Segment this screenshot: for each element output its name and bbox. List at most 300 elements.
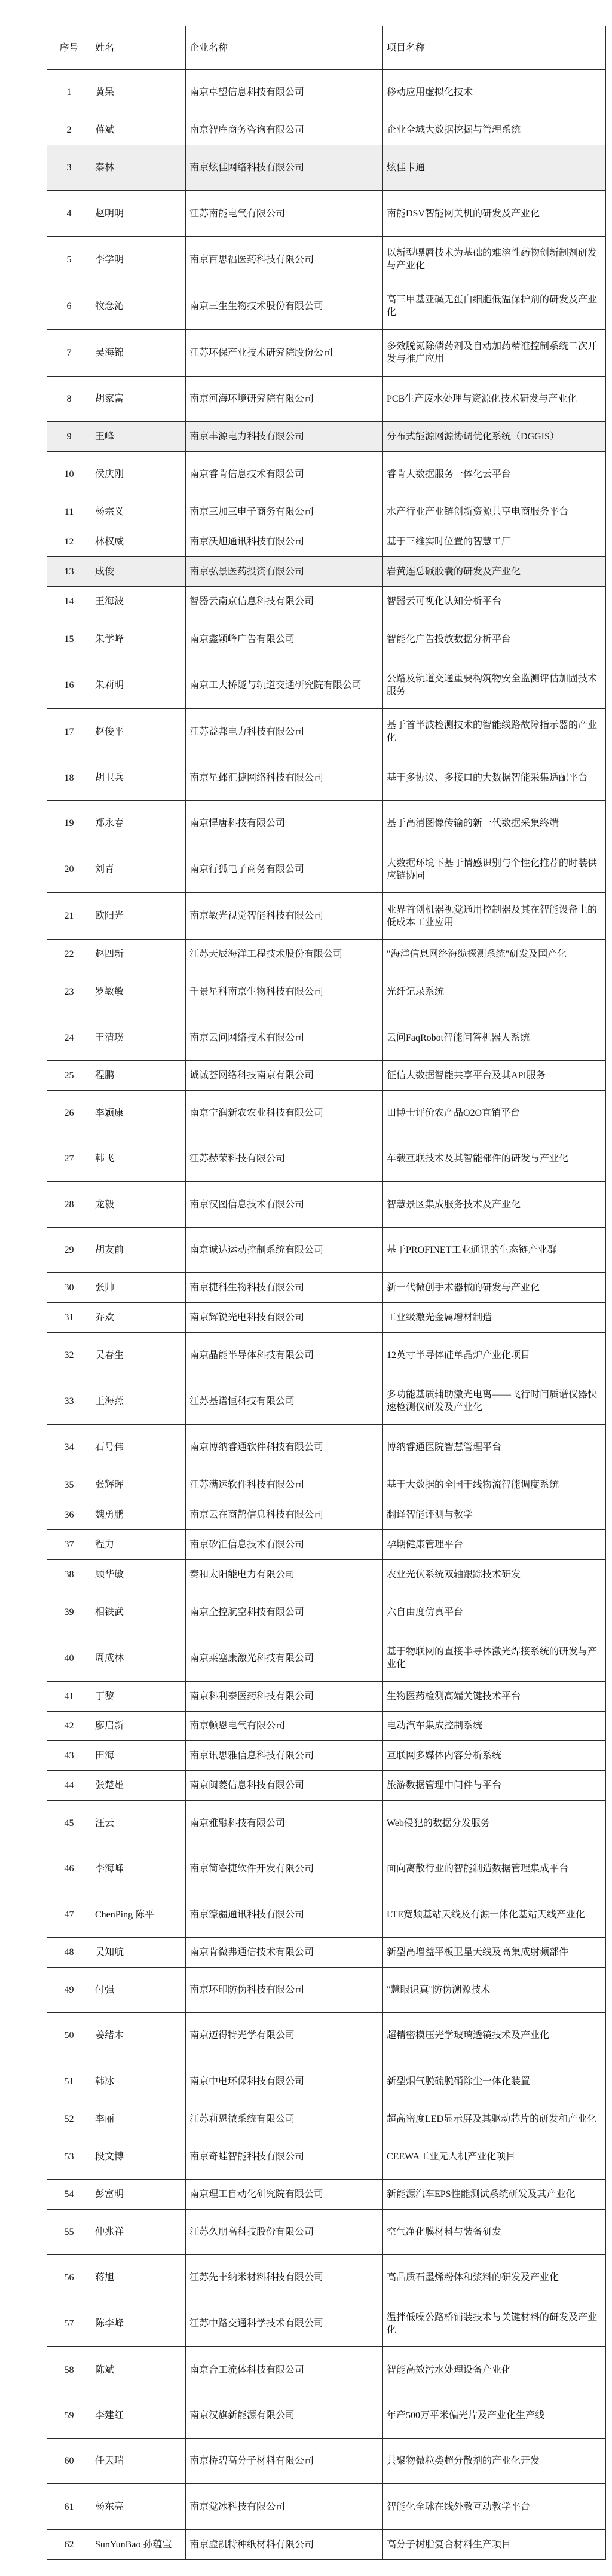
row-company-cell: 南京捷科生物科技有限公司 xyxy=(186,1273,383,1303)
row-number-cell: 24 xyxy=(47,1015,91,1060)
row-name-cell: 韩飞 xyxy=(91,1136,186,1182)
row-number-cell: 47 xyxy=(47,1892,91,1937)
table-row xyxy=(47,1800,606,1846)
row-number-cell: 59 xyxy=(47,2393,91,2438)
row-name-cell: SunYunBao 孙蕴宝 xyxy=(91,2529,186,2559)
row-company-cell: 南京濠疆通讯科技有限公司 xyxy=(186,1892,383,1937)
row-name-cell: 姜绪木 xyxy=(91,2013,186,2058)
row-project-cell: 基于物联网的直接半导体激光焊接系统的研发与产业化 xyxy=(383,1635,606,1681)
table-row xyxy=(47,1424,606,1470)
row-project-cell: 南能DSV智能网关机的研发及产业化 xyxy=(383,191,606,236)
row-project-cell: 超精密模压光学玻璃透镜技术及产业化 xyxy=(383,2013,606,2058)
table-row xyxy=(47,969,606,1015)
row-name-cell: 张楚雄 xyxy=(91,1771,186,1801)
row-company-cell: 南京矽汇信息技术有限公司 xyxy=(186,1529,383,1559)
row-project-cell: 业界首创机器视觉通用控制器及其在智能设备上的低成本工业应用 xyxy=(383,893,606,940)
table-row xyxy=(47,1378,606,1424)
row-name-cell: 黄呆 xyxy=(91,70,186,115)
row-name-cell: 胡卫兵 xyxy=(91,755,186,800)
row-name-cell: 朱莉明 xyxy=(91,662,186,708)
row-project-cell: 农业光伏系统双轴跟踪技术研发 xyxy=(383,1559,606,1589)
table-row xyxy=(47,1635,606,1681)
row-number-cell: 49 xyxy=(47,1967,91,2012)
row-company-cell: 南京晶能半导体科技有限公司 xyxy=(186,1332,383,1378)
row-name-cell: 韩冰 xyxy=(91,2058,186,2104)
row-name-cell: 侯庆刚 xyxy=(91,451,186,497)
row-project-cell: 温拌低噪公路桥铺装技术与关键材料的研发及产业化 xyxy=(383,2300,606,2347)
table-row xyxy=(47,2013,606,2058)
row-project-cell: 工业级激光金属增材制造 xyxy=(383,1302,606,1332)
row-name-cell: 李建红 xyxy=(91,2393,186,2438)
row-name-cell: 乔欢 xyxy=(91,1302,186,1332)
row-name-cell: 张辉晖 xyxy=(91,1470,186,1500)
row-company-cell: 南京智库商务咨询有限公司 xyxy=(186,115,383,145)
row-number-cell: 33 xyxy=(47,1378,91,1424)
row-number-cell: 41 xyxy=(47,1681,91,1711)
row-company-cell: 南京中电环保科技有限公司 xyxy=(186,2058,383,2104)
row-name-cell: 陈斌 xyxy=(91,2347,186,2393)
row-project-cell: 智慧景区集成服务技术及产业化 xyxy=(383,1182,606,1227)
row-company-cell: 南京沃旭通讯科技有限公司 xyxy=(186,527,383,557)
table-row xyxy=(47,451,606,497)
table-row xyxy=(47,1589,606,1635)
row-number-cell: 4 xyxy=(47,191,91,236)
row-name-cell: 丁黎 xyxy=(91,1681,186,1711)
row-company-cell: 南京工大桥隧与轨道交通研究院有限公司 xyxy=(186,662,383,708)
table-row xyxy=(47,1741,606,1771)
row-number-cell: 32 xyxy=(47,1332,91,1378)
row-number-cell: 61 xyxy=(47,2484,91,2529)
row-company-cell: 南京汉图信息技术有限公司 xyxy=(186,1182,383,1227)
row-number-cell: 52 xyxy=(47,2104,91,2134)
row-number-cell: 18 xyxy=(47,755,91,800)
table-row xyxy=(47,1846,606,1892)
row-project-cell: 电动汽车集成控制系统 xyxy=(383,1711,606,1741)
row-project-cell: 光纤记录系统 xyxy=(383,969,606,1015)
table-row xyxy=(47,2484,606,2529)
row-name-cell: 王海波 xyxy=(91,586,186,616)
table-row xyxy=(47,1090,606,1136)
table-row xyxy=(47,1681,606,1711)
row-name-cell: 相铁武 xyxy=(91,1589,186,1635)
row-project-cell: 生物医药检测高端关键技术平台 xyxy=(383,1681,606,1711)
row-number-cell: 56 xyxy=(47,2255,91,2300)
row-project-cell: 超高密度LED显示屏及其驱动芯片的研发和产业化 xyxy=(383,2104,606,2134)
row-company-cell: 江苏中路交通科学技术有限公司 xyxy=(186,2300,383,2347)
row-number-cell: 12 xyxy=(47,527,91,557)
table-row xyxy=(47,236,606,283)
row-number-cell: 23 xyxy=(47,969,91,1015)
table-row xyxy=(47,2134,606,2179)
row-company-cell: 南京桥碧高分子材料有限公司 xyxy=(186,2439,383,2484)
row-project-cell: 分布式能源网源协调优化系统（DGGIS） xyxy=(383,422,606,452)
row-company-cell: 南京宁润新农农业科技有限公司 xyxy=(186,1090,383,1136)
table-row xyxy=(47,1227,606,1272)
row-number-cell: 62 xyxy=(47,2529,91,2559)
table-row xyxy=(47,1559,606,1589)
row-name-cell: 秦林 xyxy=(91,145,186,191)
row-project-cell: CEEWA工业无人机产业化项目 xyxy=(383,2134,606,2179)
row-project-cell: 智器云可视化认知分析平台 xyxy=(383,586,606,616)
table-row xyxy=(47,1500,606,1530)
row-company-cell: 南京虚凯特种纸材料有限公司 xyxy=(186,2529,383,2559)
row-project-cell: 新型高增益平板卫星天线及高集成射频部件 xyxy=(383,1937,606,1967)
row-project-cell: 旅游数据管理中间件与平台 xyxy=(383,1771,606,1801)
row-company-cell: 南京理工自动化研究院有限公司 xyxy=(186,2179,383,2209)
table-row xyxy=(47,2104,606,2134)
table-row xyxy=(47,1273,606,1303)
table-row xyxy=(47,755,606,800)
row-company-cell: 南京觉冰科技有限公司 xyxy=(186,2484,383,2529)
row-name-cell: 王峰 xyxy=(91,422,186,452)
header-company: 企业名称 xyxy=(186,26,383,70)
row-name-cell: 田海 xyxy=(91,1741,186,1771)
row-name-cell: 段文博 xyxy=(91,2134,186,2179)
row-company-cell: 奏和太阳能电力有限公司 xyxy=(186,1559,383,1589)
row-name-cell: 程鹏 xyxy=(91,1060,186,1090)
table-row xyxy=(47,616,606,662)
row-number-cell: 60 xyxy=(47,2439,91,2484)
table-row xyxy=(47,1711,606,1741)
table-row xyxy=(47,940,606,969)
row-number-cell: 11 xyxy=(47,497,91,527)
row-number-cell: 37 xyxy=(47,1529,91,1559)
row-number-cell: 28 xyxy=(47,1182,91,1227)
row-project-cell: 征信大数据智能共享平台及其API服务 xyxy=(383,1060,606,1090)
row-company-cell: 江苏南能电气有限公司 xyxy=(186,191,383,236)
table-row xyxy=(47,1892,606,1937)
row-project-cell: 炫佳卡通 xyxy=(383,145,606,191)
row-number-cell: 8 xyxy=(47,376,91,421)
row-number-cell: 44 xyxy=(47,1771,91,1801)
header-number: 序号 xyxy=(47,26,91,70)
row-name-cell: 汪云 xyxy=(91,1800,186,1846)
row-project-cell: 多功能基质辅助激光电离——飞行时间质谱仪器快速检测仪研发及产业化 xyxy=(383,1378,606,1424)
table-row xyxy=(47,662,606,708)
row-number-cell: 39 xyxy=(47,1589,91,1635)
row-project-cell: 年产500万平米偏光片及产业化生产线 xyxy=(383,2393,606,2438)
row-company-cell: 南京汉旗新能源有限公司 xyxy=(186,2393,383,2438)
row-number-cell: 13 xyxy=(47,556,91,586)
row-name-cell: ChenPing 陈平 xyxy=(91,1892,186,1937)
row-name-cell: 郑永春 xyxy=(91,801,186,846)
row-project-cell: 基于PROFINET工业通讯的生态链产业群 xyxy=(383,1227,606,1272)
row-company-cell: 南京三生生物技术股份有限公司 xyxy=(186,283,383,329)
row-number-cell: 15 xyxy=(47,616,91,662)
table-row xyxy=(47,1060,606,1090)
table-body xyxy=(47,26,606,2560)
row-company-cell: 千景星科南京生物科技有限公司 xyxy=(186,969,383,1015)
row-number-cell: 45 xyxy=(47,1800,91,1846)
row-number-cell: 35 xyxy=(47,1470,91,1500)
row-number-cell: 38 xyxy=(47,1559,91,1589)
row-number-cell: 21 xyxy=(47,893,91,940)
row-name-cell: 赵明明 xyxy=(91,191,186,236)
row-number-cell: 55 xyxy=(47,2209,91,2254)
row-company-cell: 南京简睿捷软件开发有限公司 xyxy=(186,1846,383,1892)
row-project-cell: 以新型嘌唇技术为基础的难溶性药物创新制剂研发与产业化 xyxy=(383,236,606,283)
row-company-cell: 南京顿恩电气有限公司 xyxy=(186,1711,383,1741)
row-name-cell: 欧阳光 xyxy=(91,893,186,940)
row-number-cell: 40 xyxy=(47,1635,91,1681)
row-number-cell: 9 xyxy=(47,422,91,452)
row-company-cell: 南京丰源电力科技有限公司 xyxy=(186,422,383,452)
row-name-cell: 任天瑞 xyxy=(91,2439,186,2484)
row-project-cell: 12英寸半导体硅单晶炉产业化项目 xyxy=(383,1332,606,1378)
row-name-cell: 吴海锦 xyxy=(91,329,186,376)
row-project-cell: 岩黄连总碱胶囊的研发及产业化 xyxy=(383,556,606,586)
row-number-cell: 26 xyxy=(47,1090,91,1136)
row-project-cell: 孕期健康管理平台 xyxy=(383,1529,606,1559)
table-row xyxy=(47,1332,606,1378)
row-company-cell: 南京闽菱信息科技有限公司 xyxy=(186,1771,383,1801)
row-number-cell: 19 xyxy=(47,801,91,846)
row-number-cell: 5 xyxy=(47,236,91,283)
row-project-cell: 空气净化膜材料与装备研发 xyxy=(383,2209,606,2254)
row-name-cell: 程力 xyxy=(91,1529,186,1559)
row-company-cell: 南京百思福医药科技有限公司 xyxy=(186,236,383,283)
row-name-cell: 蒋斌 xyxy=(91,115,186,145)
row-number-cell: 58 xyxy=(47,2347,91,2393)
row-name-cell: 罗敏敏 xyxy=(91,969,186,1015)
row-company-cell: 南京合工流体科技有限公司 xyxy=(186,2347,383,2393)
row-company-cell: 江苏先丰纳米材料科技有限公司 xyxy=(186,2255,383,2300)
row-number-cell: 42 xyxy=(47,1711,91,1741)
row-company-cell: 江苏赫荣科技有限公司 xyxy=(186,1136,383,1182)
row-company-cell: 南京炫佳网络科技有限公司 xyxy=(186,145,383,191)
table-row xyxy=(47,2529,606,2559)
row-project-cell: 基于高清图像传输的新一代数据采集终端 xyxy=(383,801,606,846)
row-name-cell: 仲兆祥 xyxy=(91,2209,186,2254)
table-row xyxy=(47,527,606,557)
table-row xyxy=(47,2439,606,2484)
row-project-cell: 共聚物微粒类超分散剂的产业化开发 xyxy=(383,2439,606,2484)
row-name-cell: 胡友前 xyxy=(91,1227,186,1272)
row-project-cell: 企业全域大数据挖掘与管理系统 xyxy=(383,115,606,145)
row-project-cell: "海洋信息网络海缆探测系统"研发及国产化 xyxy=(383,940,606,969)
row-name-cell: 石号伟 xyxy=(91,1424,186,1470)
row-name-cell: 顾华敏 xyxy=(91,1559,186,1589)
row-project-cell: 车载互联技术及其智能部件的研发与产业化 xyxy=(383,1136,606,1182)
row-company-cell: 南京云在商鹊信息科技有限公司 xyxy=(186,1500,383,1530)
row-number-cell: 46 xyxy=(47,1846,91,1892)
row-name-cell: 龙毅 xyxy=(91,1182,186,1227)
row-number-cell: 31 xyxy=(47,1302,91,1332)
row-project-cell: 博纳睿通医院智慧管理平台 xyxy=(383,1424,606,1470)
row-name-cell: 彭富明 xyxy=(91,2179,186,2209)
row-number-cell: 34 xyxy=(47,1424,91,1470)
row-number-cell: 3 xyxy=(47,145,91,191)
row-project-cell: 水产行业产业链创新资源共享电商服务平台 xyxy=(383,497,606,527)
row-company-cell: 南京星邺汇捷网络科技有限公司 xyxy=(186,755,383,800)
table-row xyxy=(47,2255,606,2300)
row-company-cell: 南京奇蛙智能科技有限公司 xyxy=(186,2134,383,2179)
row-name-cell: 周成林 xyxy=(91,1635,186,1681)
row-company-cell: 南京诚达运动控制系统有限公司 xyxy=(186,1227,383,1272)
row-name-cell: 林权威 xyxy=(91,527,186,557)
table-row xyxy=(47,1529,606,1559)
table-row xyxy=(47,1015,606,1060)
table-header-row xyxy=(47,26,606,70)
row-name-cell: 胡家富 xyxy=(91,376,186,421)
row-number-cell: 7 xyxy=(47,329,91,376)
row-project-cell: LTE宽频基站天线及有源一体化基站天线产业化 xyxy=(383,1892,606,1937)
table-row xyxy=(47,376,606,421)
row-project-cell: 六自由度仿真平台 xyxy=(383,1589,606,1635)
row-name-cell: 杨东亮 xyxy=(91,2484,186,2529)
row-project-cell: 基于首半波检测技术的智能线路故障指示器的产业化 xyxy=(383,708,606,755)
projects-table xyxy=(47,26,606,2560)
row-company-cell: 南京讯思雅信息科技有限公司 xyxy=(186,1741,383,1771)
table-row xyxy=(47,1136,606,1182)
row-number-cell: 16 xyxy=(47,662,91,708)
row-company-cell: 南京悍唐科技有限公司 xyxy=(186,801,383,846)
row-name-cell: 赵四新 xyxy=(91,940,186,969)
row-company-cell: 江苏基谱恒科技有限公司 xyxy=(186,1378,383,1424)
table-row xyxy=(47,556,606,586)
row-project-cell: 田博士评价农产品O2O直销平台 xyxy=(383,1090,606,1136)
row-number-cell: 29 xyxy=(47,1227,91,1272)
row-name-cell: 廖启新 xyxy=(91,1711,186,1741)
row-company-cell: 南京行狐电子商务有限公司 xyxy=(186,846,383,893)
table-row xyxy=(47,708,606,755)
row-number-cell: 36 xyxy=(47,1500,91,1530)
row-name-cell: 吴知航 xyxy=(91,1937,186,1967)
header-project: 项目名称 xyxy=(383,26,606,70)
row-name-cell: 陈李峰 xyxy=(91,2300,186,2347)
row-project-cell: 新能源汽车EPS性能测试系统研发及其产业化 xyxy=(383,2179,606,2209)
table-row xyxy=(47,1470,606,1500)
table-row xyxy=(47,1302,606,1332)
table-row xyxy=(47,283,606,329)
table-row xyxy=(47,1771,606,1801)
row-name-cell: 王海燕 xyxy=(91,1378,186,1424)
row-company-cell: 南京博纳睿通软件科技有限公司 xyxy=(186,1424,383,1470)
table-row xyxy=(47,2300,606,2347)
table-row xyxy=(47,893,606,940)
table-row xyxy=(47,2179,606,2209)
table-row xyxy=(47,1967,606,2012)
row-project-cell: 大数据环境下基于情感识别与个性化推荐的时装供应链协同 xyxy=(383,846,606,893)
row-number-cell: 54 xyxy=(47,2179,91,2209)
row-project-cell: 面向离散行业的智能制造数据管理集成平台 xyxy=(383,1846,606,1892)
row-number-cell: 48 xyxy=(47,1937,91,1967)
row-number-cell: 6 xyxy=(47,283,91,329)
row-project-cell: PCB生产废水处理与资源化技术研发与产业化 xyxy=(383,376,606,421)
row-company-cell: 南京云问网络技术有限公司 xyxy=(186,1015,383,1060)
table-row xyxy=(47,801,606,846)
row-project-cell: 公路及轨道交通重要构筑物安全监测评估加固技术服务 xyxy=(383,662,606,708)
row-project-cell: 智能化广告投放数据分析平台 xyxy=(383,616,606,662)
row-name-cell: 赵俊平 xyxy=(91,708,186,755)
row-name-cell: 李海峰 xyxy=(91,1846,186,1892)
row-name-cell: 刘青 xyxy=(91,846,186,893)
row-number-cell: 43 xyxy=(47,1741,91,1771)
table-row xyxy=(47,2058,606,2104)
header-name: 姓名 xyxy=(91,26,186,70)
row-company-cell: 南京三加三电子商务有限公司 xyxy=(186,497,383,527)
row-project-cell: 高三甲基亚碱无蛋白细胞低温保护剂的研发及产业化 xyxy=(383,283,606,329)
row-company-cell: 南京辉锐光电科技有限公司 xyxy=(186,1302,383,1332)
row-number-cell: 17 xyxy=(47,708,91,755)
row-number-cell: 25 xyxy=(47,1060,91,1090)
table-row xyxy=(47,2347,606,2393)
row-company-cell: 南京鑫颖峰广告有限公司 xyxy=(186,616,383,662)
row-project-cell: 基于多协议、多接口的大数据智能采集适配平台 xyxy=(383,755,606,800)
row-name-cell: 朱学峰 xyxy=(91,616,186,662)
row-name-cell: 蒋旭 xyxy=(91,2255,186,2300)
row-company-cell: 江苏莉恩微系统有限公司 xyxy=(186,2104,383,2134)
table-row xyxy=(47,70,606,115)
row-name-cell: 李学明 xyxy=(91,236,186,283)
row-number-cell: 10 xyxy=(47,451,91,497)
row-name-cell: 杨宗义 xyxy=(91,497,186,527)
table-row xyxy=(47,2393,606,2438)
row-company-cell: 江苏久朋高科技股份有限公司 xyxy=(186,2209,383,2254)
row-company-cell: 南京雅融科技有限公司 xyxy=(186,1800,383,1846)
row-name-cell: 牧念沁 xyxy=(91,283,186,329)
row-project-cell: 互联网多媒体内容分析系统 xyxy=(383,1741,606,1771)
row-company-cell: 南京全控航空科技有限公司 xyxy=(186,1589,383,1635)
row-project-cell: 多效脱氮除磷药剂及自动加药精准控制系统二次开发与推广应用 xyxy=(383,329,606,376)
row-project-cell: 智能高效污水处理设备产业化 xyxy=(383,2347,606,2393)
row-project-cell: 基于大数据的全国干线物流智能调度系统 xyxy=(383,1470,606,1500)
row-company-cell: 南京迈得特光学有限公司 xyxy=(186,2013,383,2058)
table-row xyxy=(47,329,606,376)
row-number-cell: 20 xyxy=(47,846,91,893)
row-project-cell: 新型烟气脱硫脱硝除尘一体化装置 xyxy=(383,2058,606,2104)
row-project-cell: 智能化全球在线外教互动教学平台 xyxy=(383,2484,606,2529)
row-project-cell: 高分子树脂复合材料生产项目 xyxy=(383,2529,606,2559)
row-number-cell: 2 xyxy=(47,115,91,145)
row-name-cell: 李颖康 xyxy=(91,1090,186,1136)
row-number-cell: 27 xyxy=(47,1136,91,1182)
row-project-cell: 新一代微创手术器械的研发与产业化 xyxy=(383,1273,606,1303)
row-project-cell: 睿肯大数据服务一体化云平台 xyxy=(383,451,606,497)
row-company-cell: 南京环印防伪科技有限公司 xyxy=(186,1967,383,2012)
table-row xyxy=(47,2209,606,2254)
row-number-cell: 30 xyxy=(47,1273,91,1303)
row-company-cell: 南京睿肯信息技术有限公司 xyxy=(186,451,383,497)
table-row xyxy=(47,1937,606,1967)
row-project-cell: "慧眼识真"防伪溯源技术 xyxy=(383,1967,606,2012)
table-row xyxy=(47,145,606,191)
table-row xyxy=(47,191,606,236)
row-company-cell: 江苏满运软件科技有限公司 xyxy=(186,1470,383,1500)
row-project-cell: 翻译智能评测与教学 xyxy=(383,1500,606,1530)
row-company-cell: 南京卓望信息科技有限公司 xyxy=(186,70,383,115)
table-row xyxy=(47,846,606,893)
row-number-cell: 22 xyxy=(47,940,91,969)
row-project-cell: 移动应用虚拟化技术 xyxy=(383,70,606,115)
row-number-cell: 14 xyxy=(47,586,91,616)
row-name-cell: 付强 xyxy=(91,1967,186,2012)
table-row xyxy=(47,586,606,616)
row-company-cell: 南京弘景医药投资有限公司 xyxy=(186,556,383,586)
row-company-cell: 南京莱塞康激光科技有限公司 xyxy=(186,1635,383,1681)
row-project-cell: Web侵犯的数据分发服务 xyxy=(383,1800,606,1846)
row-number-cell: 1 xyxy=(47,70,91,115)
row-name-cell: 吴春生 xyxy=(91,1332,186,1378)
table-row xyxy=(47,497,606,527)
row-name-cell: 魏勇鹏 xyxy=(91,1500,186,1530)
row-company-cell: 南京肯微弗通信技术有限公司 xyxy=(186,1937,383,1967)
row-company-cell: 南京河海环境研究院有限公司 xyxy=(186,376,383,421)
row-number-cell: 50 xyxy=(47,2013,91,2058)
row-name-cell: 李丽 xyxy=(91,2104,186,2134)
row-company-cell: 南京科利泰医药科技有限公司 xyxy=(186,1681,383,1711)
row-number-cell: 57 xyxy=(47,2300,91,2347)
